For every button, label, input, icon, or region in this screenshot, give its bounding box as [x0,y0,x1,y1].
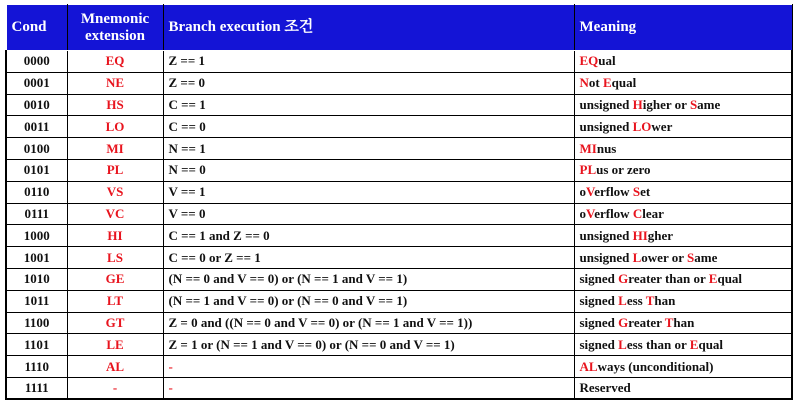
branch-condition-cell: V == 1 [163,181,574,203]
table-row [6,356,792,378]
cond-code-cell: 1011 [6,290,67,312]
branch-condition-cell: C == 0 or Z == 1 [163,247,574,269]
meaning-highlight-letters: T [645,293,655,309]
meaning-highlight-letters: L [632,249,642,265]
meaning-highlight-letters: V [586,184,595,200]
meaning-cell [574,116,792,138]
meaning-text: ame [697,96,721,112]
meaning-highlight-letters: S [632,184,641,200]
mnemonic-cell: LE [67,334,163,356]
cond-code-cell: 0011 [6,116,67,138]
table-row [6,159,792,181]
meaning-text: unsigned [579,227,633,243]
branch-condition-cell: C == 1 [163,94,574,116]
meaning-text: erflow [594,184,633,200]
meaning-text: o [579,184,586,200]
table-row [6,334,792,356]
meaning-cell [574,225,792,247]
meaning-cell [574,138,792,160]
meaning-highlight-letters: HI [632,227,648,243]
meaning-text: signed [579,336,619,352]
meaning-cell [574,290,792,312]
meaning-highlight-letters: L [618,336,627,352]
mnemonic-cell: VS [67,181,163,203]
mnemonic-cell: VC [67,203,163,225]
meaning-highlight-letters: MI [579,140,597,156]
meaning-text: unsigned [579,118,633,134]
meaning-text: ual [598,53,616,69]
meaning-cell [574,72,792,94]
mnemonic-cell: PL [67,159,163,181]
meaning-text: ot [588,75,603,91]
cond-code-cell: 0110 [6,181,67,203]
cond-code-cell: 1000 [6,225,67,247]
table-row [6,312,792,334]
meaning-text: ways (unconditional) [597,358,714,374]
cond-code-cell: 0000 [6,51,67,73]
meaning-text: lear [642,205,664,221]
meaning-highlight-letters: C [632,205,643,221]
meaning-text: reater than or [628,271,709,287]
branch-condition-cell: - [163,377,574,399]
cond-code-cell: 0100 [6,138,67,160]
meaning-text: signed [579,314,619,330]
cond-code-cell: 1101 [6,334,67,356]
header-cond: Cond [6,5,67,51]
cond-code-cell: 1001 [6,247,67,269]
mnemonic-cell: LO [67,116,163,138]
table-row [6,116,792,138]
meaning-text: o [579,205,586,221]
meaning-text: qual [698,336,724,352]
meaning-cell [574,356,792,378]
mnemonic-cell: NE [67,72,163,94]
header-row [6,5,792,51]
meaning-highlight-letters: H [632,96,643,112]
meaning-highlight-letters: V [586,205,595,221]
meaning-text: han [673,314,695,330]
meaning-text: unsigned [579,249,633,265]
meaning-cell [574,203,792,225]
mnemonic-cell: EQ [67,51,163,73]
cond-code-cell: 1100 [6,312,67,334]
meaning-text: ower or [641,249,688,265]
table-row [6,377,792,399]
mnemonic-cell: AL [67,356,163,378]
meaning-highlight-letters: G [618,271,629,287]
branch-condition-cell: N == 1 [163,138,574,160]
meaning-cell [574,51,792,73]
meaning-highlight-letters: E [689,336,699,352]
meaning-highlight-letters: E [708,271,718,287]
meaning-highlight-letters: S [689,96,698,112]
table-row [6,138,792,160]
cond-code-cell: 0111 [6,203,67,225]
meaning-highlight-letters: N [579,75,589,91]
table-row [6,72,792,94]
meaning-highlight-letters: L [618,293,627,309]
mnemonic-cell: - [67,377,163,399]
meaning-text: ess than or [626,336,690,352]
mnemonic-cell: LT [67,290,163,312]
header-meaning: Meaning [574,5,792,51]
table-row [6,247,792,269]
meaning-text: signed [579,293,619,309]
meaning-text: qual [717,271,743,287]
mnemonic-cell: HS [67,94,163,116]
branch-condition-cell: V == 0 [163,203,574,225]
meaning-highlight-letters: EQ [579,53,599,69]
meaning-highlight-letters: S [687,249,695,265]
table-row [6,225,792,247]
table-row [6,94,792,116]
table-row [6,290,792,312]
meaning-text: han [654,293,676,309]
meaning-cell [574,247,792,269]
meaning-text: gher [647,227,674,243]
table-row [6,51,792,73]
meaning-cell [574,312,792,334]
meaning-text: Reserved [579,380,631,396]
branch-condition-cell: N == 0 [163,159,574,181]
meaning-highlight-letters: AL [579,358,598,374]
meaning-cell [574,377,792,399]
meaning-text: ess [626,293,646,309]
meaning-text: igher or [642,96,690,112]
table-row [6,181,792,203]
meaning-highlight-letters: T [664,314,674,330]
meaning-highlight-letters: PL [579,162,597,178]
cond-code-cell: 1010 [6,268,67,290]
header-mnemonic-line1: Mnemonic [80,10,150,27]
branch-condition-cell: - [163,356,574,378]
meaning-text: ame [694,249,718,265]
mnemonic-cell: GE [67,268,163,290]
meaning-cell [574,334,792,356]
branch-condition-cell: (N == 1 and V == 0) or (N == 0 and V == 1) [163,290,574,312]
meaning-text: us or zero [596,162,651,178]
branch-condition-cell: Z = 0 and ((N == 0 and V == 0) or (N == 1 and V == 1)) [163,312,574,334]
branch-condition-cell: C == 1 and Z == 0 [163,225,574,247]
table-row [6,203,792,225]
meaning-highlight-letters: LO [632,118,652,134]
meaning-highlight-letters: G [618,314,629,330]
meaning-text: nus [596,140,617,156]
mnemonic-cell: MI [67,138,163,160]
branch-condition-cell: C == 0 [163,116,574,138]
cond-code-cell: 1111 [6,377,67,399]
branch-condition-cell: Z = 1 or (N == 1 and V == 0) or (N == 0 and V == 1) [163,334,574,356]
meaning-cell [574,159,792,181]
meaning-text: unsigned [579,96,633,112]
branch-condition-cell: Z == 1 [163,51,574,73]
meaning-text: et [640,184,651,200]
mnemonic-cell: HI [67,225,163,247]
header-mnemonic [67,5,163,51]
meaning-cell [574,181,792,203]
cond-code-cell: 0101 [6,159,67,181]
header-branch: Branch execution 조건 [163,5,574,51]
meaning-cell [574,268,792,290]
header-mnemonic-line2: extension [85,27,145,44]
condition-code-table [5,4,793,400]
cond-code-cell: 0001 [6,72,67,94]
table-row [6,268,792,290]
mnemonic-cell: LS [67,247,163,269]
meaning-text: reater [628,314,665,330]
mnemonic-cell: GT [67,312,163,334]
branch-condition-cell: Z == 0 [163,72,574,94]
meaning-text: qual [611,75,637,91]
meaning-highlight-letters: E [602,75,612,91]
meaning-cell [574,94,792,116]
cond-code-cell: 1110 [6,356,67,378]
branch-condition-cell: (N == 0 and V == 0) or (N == 1 and V == 1) [163,268,574,290]
meaning-text: wer [651,118,673,134]
meaning-text: signed [579,271,619,287]
cond-code-cell: 0010 [6,94,67,116]
table-body [6,51,792,400]
meaning-text: erflow [594,205,633,221]
